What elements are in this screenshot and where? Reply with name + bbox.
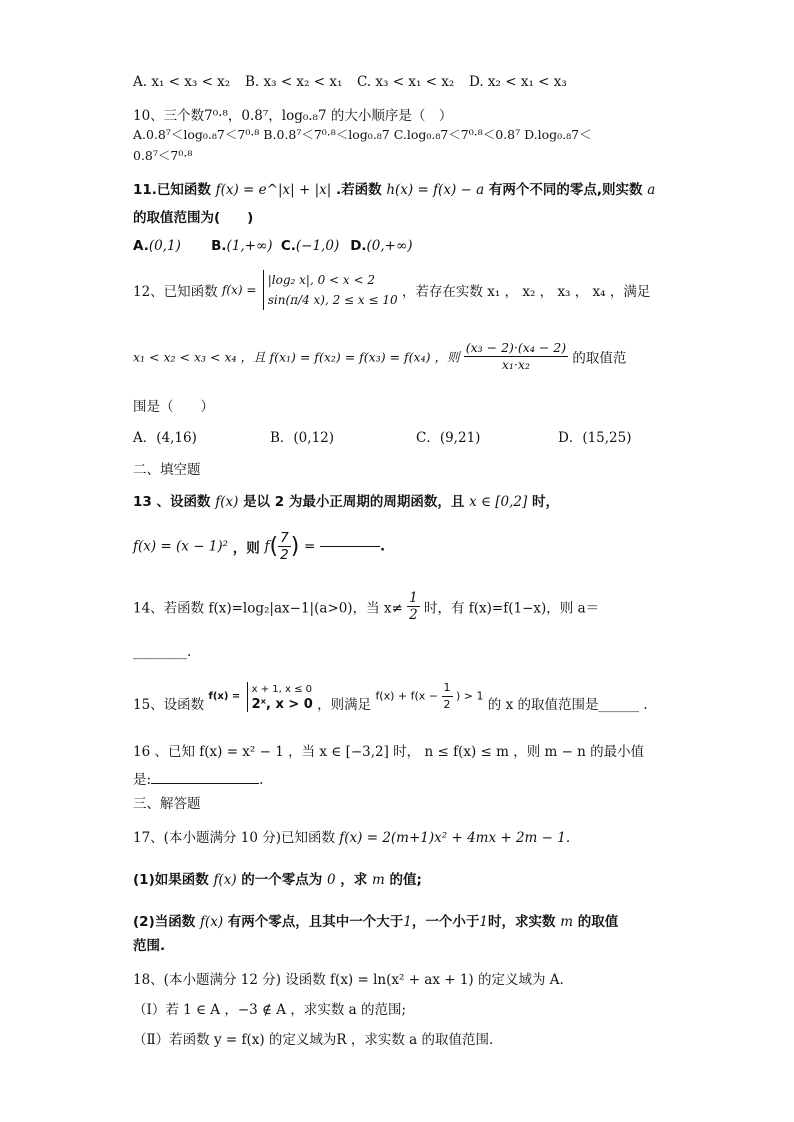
q17-p2-m: m [560, 914, 573, 930]
q11-option-a-label: A. [133, 238, 149, 254]
q17-p1-a: (1)如果函数 [133, 872, 209, 888]
q15-prefix: 15、设函数 [133, 697, 205, 713]
q14-prefix: 14、若函数 f(x)=log₂|ax−1|(a>0)，当 x≠ [133, 600, 403, 617]
q13-f-label: f [264, 538, 270, 555]
q12-frac-den: x₁·x₂ [501, 357, 530, 372]
q12-line2-end: 的取值范 [572, 350, 627, 367]
q15-frac-den: 2 [443, 698, 451, 711]
q11-suffix: 有两个不同的零点,则实数 [488, 182, 643, 198]
q11-options [133, 238, 663, 254]
q17-part1 [133, 868, 663, 888]
q12-line2 [133, 340, 663, 380]
q11-option-b: (1,+∞) [226, 238, 273, 254]
q11-function: f(x) = e^|x| + |x| [215, 182, 332, 198]
q15-fx: f(x) = [208, 691, 241, 702]
q11-line2: 的取值范围为( ) [133, 210, 254, 226]
q12-option-a: A．(4,16) [133, 430, 197, 446]
q13-then: ，则 [232, 540, 260, 557]
q13-mid: 是以 2 为最小正周期的周期函数，且 [243, 494, 465, 510]
q17-p2-fx: f(x) [199, 914, 224, 930]
q13-cond: x ∈ [0,2] [469, 494, 528, 510]
q13-eq: = [303, 538, 316, 555]
q9-option-a: A. x₁ < x₃ < x₂ [133, 74, 231, 90]
q11-var: a [647, 182, 656, 198]
q13-paren-right: ) [290, 534, 300, 559]
q10-options-line2: 0.8⁷＜7⁰·⁸ [133, 148, 193, 163]
q17-p2-b: 有两个零点，且其中一个大于 [227, 914, 404, 930]
q12-line3: 围是（ ） [133, 399, 214, 415]
q9-option-c: C. x₃ < x₁ < x₂ [357, 74, 455, 90]
q17-function: f(x) = 2(m+1)x² + 4mx + 2m − 1 [339, 830, 566, 846]
q13-fraction [278, 530, 291, 563]
q16-line2 [133, 768, 663, 788]
q13-fx: f(x) [215, 494, 239, 510]
q11-function-h: h(x) = f(x) − a [386, 182, 485, 198]
q17-stem [133, 826, 663, 846]
q14-frac-num: 1 [409, 590, 418, 606]
q11-option-d-label: D. [350, 238, 367, 254]
q17-p1-fx: f(x) [213, 872, 237, 888]
q17-p2-e: 的取值 [577, 914, 619, 930]
q13-func: f(x) = (x − 1)² [133, 538, 229, 555]
q11-option-b-label: B. [211, 238, 227, 254]
q12-options [133, 426, 663, 446]
q15-line [133, 680, 663, 720]
q15-fraction [442, 680, 453, 713]
q17-part2 [133, 910, 663, 930]
q16-answer-blank[interactable] [151, 783, 259, 784]
q12-case2: sin(π/4 x), 2 ≤ x ≤ 10 [267, 293, 398, 307]
q12-suffix: ，若存在实数 x₁ ， x₂ ， x₃ ， x₄ ，满足 [401, 284, 651, 300]
q17-p1-b: 的一个零点为 [241, 872, 323, 888]
q17-p2-a: (2)当函数 [133, 914, 196, 930]
q11-mid: .若函数 [335, 182, 382, 198]
q11-option-a: (0,1) [148, 238, 181, 254]
q15-case1: x + 1, x ≤ 0 [251, 683, 312, 695]
section-answer: 三、解答题 [133, 796, 201, 812]
q13-prefix: 13 、设函数 [133, 494, 211, 510]
q16-line1: 16 、已知 f(x) = x² − 1 ，当 x ∈ [−3,2] 时， n ≤ f(x) ≤ m ，则 m − n 的最小值 [133, 744, 645, 760]
q17-p1-zero: 0 [327, 872, 336, 888]
q13-line2 [133, 530, 663, 574]
q17-p2-one: 1 [403, 914, 412, 930]
q13-end: 时， [531, 494, 559, 510]
q15-frac-num: 1 [442, 680, 453, 697]
q16-period: . [259, 772, 264, 788]
q13-line1 [133, 490, 663, 510]
q18-stem: 18、(本小题满分 12 分) 设函数 f(x) = ln(x² + ax + 1) 的定义域为 A. [133, 972, 564, 988]
q16-prefix: 是: [133, 772, 152, 788]
q13-answer-blank[interactable] [320, 546, 380, 547]
q15-piecewise [247, 682, 313, 712]
q17-period: . [565, 830, 571, 846]
q12-case1: |log₂ x|, 0 < x < 2 [267, 273, 375, 287]
q17-p1-d: 的值; [389, 872, 422, 888]
q17-prefix: 17、(本小题满分 10 分)已知函数 [133, 830, 335, 846]
q17-part2-line2: 范围. [133, 938, 166, 954]
q14-line2: ________. [133, 644, 192, 660]
section-fill-in: 二、填空题 [133, 462, 201, 478]
q12-prefix: 12、已知函数 [133, 284, 218, 300]
q17-p1-c: ，求 [340, 872, 368, 888]
q13-frac-num: 7 [280, 530, 289, 546]
q12-condition: x₁ < x₂ < x₃ < x₄ ，且 f(x₁) = f(x₂) = f(x₃) = f(x₄) ，则 [133, 349, 460, 365]
q12-fx: f(x) = [221, 283, 257, 297]
q15-cond-a: f(x) + f(x − [375, 689, 438, 703]
q15-case2: 2ˣ, x > 0 [251, 696, 313, 712]
q18-part2: （Ⅱ）若函数 y = f(x) 的定义域为R ，求实数 a 的取值范围. [133, 1032, 494, 1048]
q14-line1 [133, 590, 663, 624]
q9-options [133, 74, 663, 90]
q17-p2-c: ，一个小于 [411, 914, 480, 930]
q12-piecewise [263, 270, 398, 310]
q14-suffix: 时，有 f(x)=f(1−x)，则 a＝ [423, 600, 600, 617]
q12-frac-num: (x₃ − 2)·(x₄ − 2) [465, 340, 567, 355]
q10-stem: 10、三个数7⁰·⁸，0.8⁷，log₀.₈7 的大小顺序是（ ） [133, 108, 453, 124]
q11-option-c: (−1,0) [295, 238, 340, 254]
q14-frac-den: 2 [409, 607, 418, 623]
q12-option-b: B．(0,12) [270, 430, 335, 446]
q13-frac-den: 2 [280, 547, 289, 563]
q13-period: . [380, 538, 386, 555]
q9-option-b: B. x₃ < x₂ < x₁ [245, 74, 343, 90]
q15-cond-b: ) > 1 [456, 689, 484, 703]
q9-option-d: D. x₂ < x₁ < x₃ [469, 74, 567, 90]
q13-paren-left: ( [269, 534, 279, 559]
q11-option-c-label: C. [280, 238, 296, 254]
q12-stem [133, 270, 663, 316]
q12-option-d: D．(15,25) [558, 430, 632, 446]
q11-prefix: 11.已知函数 [133, 182, 211, 198]
q15-condition [375, 680, 483, 713]
q12-option-c: C．(9,21) [416, 430, 481, 446]
q11-option-d: (0,+∞) [366, 238, 413, 254]
q10-options-line1: A.0.8⁷＜log₀.₈7＜7⁰·⁸ B.0.8⁷＜7⁰·⁸＜log₀.₈7 C.log₀.₈7＜7⁰·⁸＜0.8⁷ D.log₀.₈7＜ [133, 127, 592, 142]
q14-fraction [407, 590, 420, 623]
q12-fraction [464, 340, 568, 373]
q15-suffix: 的 x 的取值范围是______ . [487, 697, 648, 713]
q15-mid: ，则满足 [317, 697, 372, 713]
q11-stem [133, 178, 663, 198]
q17-p2-one2: 1 [479, 914, 488, 930]
q17-p1-m: m [372, 872, 385, 888]
q18-part1: （Ⅰ）若 1 ∈ A ，−3 ∉ A ，求实数 a 的范围; [133, 1002, 407, 1018]
q17-p2-d: 时，求实数 [487, 914, 556, 930]
